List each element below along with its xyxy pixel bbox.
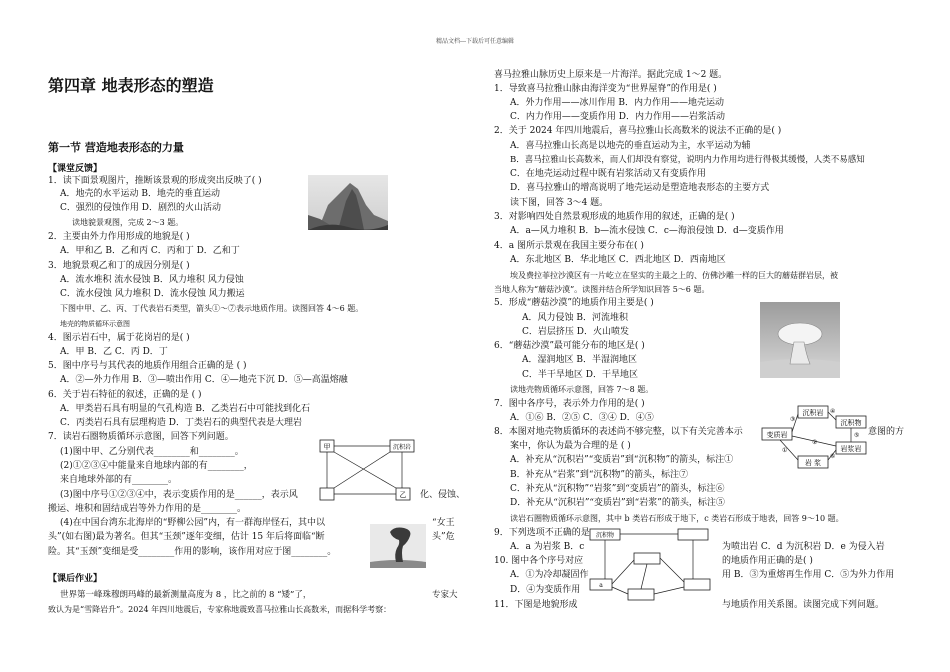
queens-head-rock-photo — [370, 524, 426, 568]
diagram-number: ⑤ — [854, 432, 860, 439]
section-title: 第一节 营造地表形态的力量 — [48, 141, 184, 154]
right-line: C．半干旱地区 D．干旱地区 — [522, 370, 638, 380]
left-line: C．流水侵蚀 风力堆积 D．流水侵蚀 风力搬运 — [60, 289, 245, 299]
diagram-label: 岩浆岩 — [840, 445, 862, 453]
right-line: D．补充从“沉积岩”“变质岩”到“岩浆”的箭头，标注⑤ — [510, 498, 725, 508]
right-line: 埃及费拉菲拉沙漠区有一片屹立在坚实的主最之上的、仿佛沙雕一样的巨大的蘑菇群岩层，被 — [510, 271, 838, 280]
left-line: A．甲 B．乙 C．丙 D．丁 — [60, 347, 168, 357]
diagram-number: ③ — [790, 416, 796, 423]
left-line: C．强烈的侵蚀作用 D．剧烈的火山活动 — [60, 203, 221, 213]
right-line: 11．下图是地貌形成 — [494, 600, 578, 610]
left-line: 专家大 — [432, 590, 458, 600]
diagram-label: 乙 — [399, 491, 407, 499]
diagram-label: 变质岩 — [766, 431, 788, 439]
classroom-heading: 【课堂反馈】 — [48, 164, 103, 174]
diagram-label: 沉积物 — [840, 419, 862, 427]
left-line: 2．主要由外力作用形成的地貌是( ) — [48, 232, 190, 242]
left-line: 下图中甲、乙、丙、丁代表岩石类型，箭头①～⑦表示地质作用。读图回答 4～6 题。 — [60, 304, 364, 313]
chapter-title: 第四章 地表形态的塑造 — [48, 76, 214, 95]
diagram-number: ② — [812, 439, 818, 446]
wrap-text: 意图的方 — [868, 427, 905, 437]
diagram-label: 甲 — [323, 443, 331, 451]
left-line: 致认为是“雪降岩升”。2024 年四川地震后，专家称地震致喜马拉雅山长高数米，而据科学考察： — [48, 605, 392, 614]
left-line: 3．地貌景观乙和丁的成因分别是( ) — [48, 261, 190, 271]
right-line: A．a—风力堆积 B．b—流水侵蚀 C．c—海浪侵蚀 D．d—变质作用 — [510, 226, 784, 236]
right-line: A．外力作用——冰川作用 B．内力作用——地壳运动 — [510, 98, 724, 108]
diagram-label: 沉积岩 — [392, 444, 412, 451]
wrap-text: 与地质作用关系图。读图完成下列问题。 — [722, 600, 885, 610]
wrap-text: 的地质作用正确的是( ) — [722, 556, 813, 566]
right-line: 6．“蘑菇沙漠”最可能分布的地区是( ) — [494, 341, 645, 351]
homework-heading: 【课后作业】 — [48, 574, 103, 584]
right-line: C．补充从“沉积物”“岩浆”到“变质岩”的箭头，标注⑥ — [510, 484, 725, 494]
mushroom-rock-photo — [760, 302, 840, 378]
right-line: 2．关于 2024 年四川地震后，喜马拉雅山长高数米的说法不正确的是( ) — [494, 126, 782, 136]
right-line: 8．本图对地壳物质循环的表述尚不够完整，以下有关完善本示 — [494, 427, 743, 437]
wrap-text: 头”危 — [432, 532, 455, 542]
wrap-text: 为喷出岩 C．d 为沉积岩 D．e 为侵入岩 — [722, 542, 885, 552]
right-line: C．在地壳运动过程中既有岩浆活动又有变质作用 — [510, 169, 706, 179]
left-line: (4)在中国台湾东北海岸的“野柳公园”内，有一群海岸怪石，其中以 — [60, 518, 325, 528]
right-line: A．补充从“沉积岩”“变质岩”到“沉积物”的箭头，标注① — [510, 455, 734, 465]
left-line: (3)图中序号①②③④中，表示变质作用的是______，表示风 — [60, 490, 298, 500]
left-line: 搬运、堆积和固结成岩等外力作用的是________。 — [48, 504, 247, 514]
left-line: 5．图中序号与其代表的地质作用组合正确的是 ( ) — [48, 361, 247, 371]
right-line: 5．形成“蘑菇沙漠”的地质作用主要是( ) — [494, 298, 654, 308]
diagram-label: 岩 浆 — [804, 459, 822, 467]
left-line: 来自地球外部的有________。 — [60, 475, 178, 485]
right-line: 案中，你认为最为合理的是 ( ) — [510, 441, 631, 451]
right-line: A．风力侵蚀 B．河流堆积 — [522, 313, 628, 323]
left-line: 4．图示岩石中，属于花岗岩的是( ) — [48, 333, 190, 343]
right-line: A．东北地区 B．华北地区 C．西北地区 D．西南地区 — [510, 255, 726, 265]
right-line: 读岩石圈物质循环示意图，其中 b 类岩石形成于地下，c 类岩石形成于地表，回答 9～10 题。 — [510, 514, 844, 523]
left-line: A．甲类岩石具有明显的气孔构造 B．乙类岩石中可能找到化石 — [60, 404, 310, 414]
left-line: C．丙类岩石具有层理构造 D．丁类岩石的典型代表是大理岩 — [60, 418, 302, 428]
right-line: A．喜马拉雅山长高是以地壳的垂直运动为主，水平运动为辅 — [510, 141, 751, 151]
right-line: 10. 图中各个序号对应 — [494, 556, 584, 566]
diagram-label: 沉积物 — [595, 532, 615, 539]
left-line: 7．读岩石圈物质循环示意图，回答下列问题。 — [48, 432, 234, 442]
left-line: 地壳的物质循环示意图 — [60, 320, 130, 328]
left-line: A．地壳的水平运动 B．地壳的垂直运动 — [60, 189, 220, 199]
rock-cycle-diagram-left — [318, 438, 418, 504]
right-line: A．①⑥ B．②⑤ C．③④ D．④⑤ — [510, 413, 654, 423]
diagram-number: ① — [782, 447, 788, 454]
right-line: 读地壳物质循环示意图，回答 7～8 题。 — [510, 385, 654, 394]
left-line: (1)图中甲、乙分别代表________和________。 — [60, 447, 244, 457]
right-line: B．喜马拉雅山长高数米，而人们却没有察觉，说明内力作用均进行得极其缓慢，人类不易感知 — [510, 155, 865, 165]
right-line: 9．下列选项不正确的是 — [494, 528, 590, 538]
right-line: 3．对影响四处自然景观形成的地质作用的叙述，正确的是( ) — [494, 212, 735, 222]
right-line: 7．图中各序号，表示外力作用的是( ) — [494, 399, 645, 409]
page-header: 精品文档---下载后可任意编辑 — [435, 38, 515, 45]
right-line: 当地人称为“蘑菇沙漠”。读图并结合所学知识回答 5～6 题。 — [494, 285, 710, 294]
wrap-text: “女王 — [432, 518, 455, 528]
right-line: D．喜马拉雅山的增高说明了地壳运动是塑造地表形态的主要方式 — [510, 183, 770, 193]
diagram-number: ④ — [830, 408, 836, 415]
mountain-photo — [308, 175, 388, 230]
diagram-label: 沉积岩 — [802, 409, 824, 417]
left-line: 险。其“玉颈”变细是受________作用的影响，该作用对应于图________。 — [48, 547, 337, 557]
left-line: 世界第一峰珠穆朗玛峰的最新测量高度为 8 ，比之前的 8 “矮”了， — [60, 590, 312, 600]
rock-cycle-diagram-right — [760, 404, 868, 470]
right-line: A．①为冷却凝固作 — [510, 570, 589, 580]
left-line: 读地貌景观图，完成 2～3 题。 — [72, 218, 184, 227]
right-line: 读下图，回答 3～4 题。 — [510, 198, 609, 208]
right-line: 喜马拉雅山脉历史上原来是一片海洋。据此完成 1～2 题。 — [494, 70, 728, 80]
right-line: B．补充从“岩浆”到“沉积物”的箭头，标注⑦ — [510, 470, 689, 480]
left-line: (2)①②③④中能量来自地球内部的有________， — [60, 461, 253, 471]
left-line: 1．读下面景观图片，推断该景观的形成突出反映了( ) — [48, 176, 262, 186]
right-line: D．④为变质作用 — [510, 585, 581, 595]
left-line: 头”(如右图)最为著名。但其“玉颈”逐年变细，估计 15 年后将面临“断 — [48, 532, 325, 542]
rock-cycle-diagram-bottom — [588, 527, 718, 605]
right-line: 4．a 图所示景观在我国主要分布在( ) — [494, 241, 644, 251]
wrap-text: 用 B．③为重熔再生作用 C．⑤为外力作用 — [722, 570, 895, 580]
wrap-text: 化、侵蚀、 — [420, 490, 466, 500]
diagram-number: ⑥ — [830, 453, 836, 460]
right-line: A．湿润地区 B．半湿润地区 — [522, 355, 637, 365]
left-line: A．流水堆积 流水侵蚀 B．风力堆积 风力侵蚀 — [60, 275, 244, 285]
right-line: C．岩层挤压 D．火山喷发 — [522, 327, 629, 337]
diagram-label: a — [599, 582, 603, 589]
left-line: A．甲和乙 B．乙和丙 C．丙和丁 D．乙和丁 — [60, 246, 240, 256]
left-line: A．②—外力作用 B．③—喷出作用 C．④—地壳下沉 D．⑤—高温熔融 — [60, 375, 348, 385]
right-line: 1．导致喜马拉雅山脉由海洋变为“世界屋脊”的作用是( ) — [494, 84, 717, 94]
right-line: C．内力作用——变质作用 D．内力作用——岩浆活动 — [510, 112, 725, 122]
right-line: A．a 为岩浆 B．c — [510, 542, 585, 552]
left-line: 6．关于岩石特征的叙述，正确的是 ( ) — [48, 390, 202, 400]
